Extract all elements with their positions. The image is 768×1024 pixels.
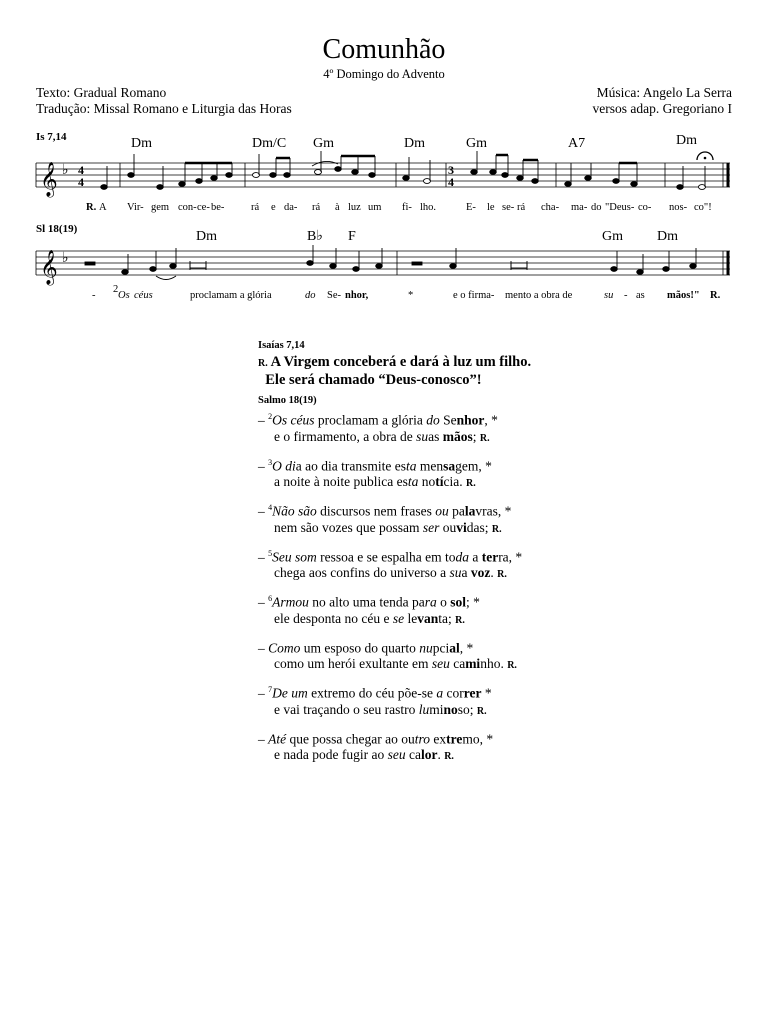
system2-notes (85, 245, 696, 280)
chord: Gm (602, 229, 623, 244)
italic-text: O di (272, 458, 296, 473)
text: ; * (466, 594, 480, 610)
bold-text: rer (463, 685, 482, 701)
system2-staff (36, 251, 730, 275)
bold-text: mi (465, 656, 481, 671)
note (150, 267, 157, 272)
lyric: do (305, 290, 316, 301)
lyric: - (624, 290, 628, 301)
note (502, 173, 509, 178)
text: a (468, 549, 482, 564)
lyric: "Deus- (605, 202, 635, 213)
stanza-line2 (258, 747, 618, 765)
chord: Dm (404, 136, 425, 151)
lyric: do (591, 202, 602, 213)
verse-number: 6 (268, 594, 273, 603)
time-sig-bottom: 4 (448, 175, 454, 189)
refrain-line2: Ele será chamado “Deus-conosco”! (265, 372, 482, 388)
stanza-line1: – $^5$Seu som ressoa e se espalha em toda a terra, * (258, 548, 523, 564)
half-rest (412, 262, 422, 265)
system2-lyrics (92, 284, 721, 301)
italic-text: Como (268, 640, 301, 655)
lyric: mãos!" (667, 290, 700, 301)
lyric: co"! (694, 202, 712, 213)
italic-text: tro (414, 731, 430, 746)
note (211, 176, 218, 181)
verses-credit: versos adap. Gregoriano I (592, 101, 732, 116)
bold-text: nhor (456, 412, 485, 428)
lyric: fi- (402, 202, 412, 213)
verse-number: 7 (268, 685, 273, 694)
text: ca (405, 747, 421, 762)
stanza-line2 (258, 429, 618, 447)
bold-text: mãos (442, 428, 473, 444)
text: a (461, 565, 471, 580)
lyric: ma- (571, 202, 588, 213)
text: . (437, 747, 441, 762)
music-credit: Música: Angelo La Serra (596, 85, 732, 100)
text: e vai traçando o seu rastro (274, 701, 419, 717)
system1-lyrics (86, 202, 712, 213)
stanza-line2 (258, 611, 618, 629)
italic-text: Não são (272, 503, 317, 519)
note (170, 264, 177, 269)
italic-text: seu (387, 747, 406, 762)
page-subtitle: 4º Domingo do Advento (323, 67, 445, 81)
italic-text: nu (419, 640, 433, 655)
lyric: A (99, 202, 107, 213)
lyric: R. (710, 290, 721, 301)
response-marker: R. (497, 569, 507, 580)
bold-text: sa (443, 458, 456, 473)
chord: Dm/C (252, 136, 287, 151)
lyric: da- (284, 202, 298, 213)
lyric: ce- (197, 202, 210, 213)
text: cia. (443, 474, 463, 489)
text: como um herói exultante em (274, 656, 432, 671)
note (585, 176, 592, 181)
lyric: Vir- (127, 202, 144, 213)
response-marker: R. (476, 705, 487, 717)
verse-number: 3 (268, 457, 273, 467)
note (330, 264, 337, 269)
text: . (490, 565, 494, 580)
note (699, 185, 706, 190)
bold-text: tre (446, 731, 463, 746)
note (196, 179, 203, 184)
stanza-line1: – Até que possa chegar ao outro extremo, * (258, 731, 494, 746)
text: no alto uma tenda pa (308, 594, 425, 610)
italic-text: Armou (272, 594, 309, 610)
chord: B♭ (307, 229, 323, 244)
text: a ao dia transmite es (295, 458, 406, 473)
note (270, 173, 277, 178)
lyric: Os (118, 290, 130, 301)
chord: F (348, 229, 356, 244)
text: que possa chegar ao ou (286, 731, 415, 746)
note (565, 182, 572, 187)
flat-key-icon: ♭ (62, 251, 69, 266)
note (517, 176, 524, 181)
stanza (258, 728, 618, 766)
lyric: mento a obra de (505, 290, 573, 301)
lyric: e (271, 202, 276, 213)
response-marker: R. (465, 478, 476, 489)
verse-number: 5 (268, 548, 273, 558)
lyric: as (636, 290, 645, 301)
italic-text: Os céus (272, 412, 315, 428)
note (450, 264, 457, 269)
italic-text: a (436, 685, 444, 701)
stanza-line2 (258, 520, 618, 538)
text: a noite à noite publica es (274, 474, 408, 489)
system2-chords (196, 229, 678, 244)
note (376, 264, 383, 269)
stanza-line2 (258, 474, 618, 492)
bold-text: vi (456, 519, 467, 535)
stanza-line1: – $^4$Não são discursos nem frases ou palavras, * (258, 503, 512, 519)
note (690, 264, 697, 269)
stanza (258, 500, 618, 538)
response-marker: R. (491, 523, 502, 535)
reference-isaias: Isaías 7,14 (258, 340, 305, 351)
note (128, 173, 135, 178)
note (637, 270, 644, 275)
text: * (481, 685, 492, 701)
text: chega aos confins do universo a (274, 565, 450, 580)
verse-number: 2 (113, 284, 119, 295)
music-score (0, 0, 768, 320)
lyric: luz (348, 202, 361, 213)
note (179, 182, 186, 187)
text: pa (448, 503, 465, 519)
italic-text: do (426, 412, 440, 428)
response-marker: R. (507, 660, 517, 671)
lyric: * (408, 290, 414, 301)
note (611, 267, 618, 272)
stanza-line2 (258, 565, 618, 583)
text: cor (443, 685, 464, 701)
italic-text: ta (407, 474, 419, 489)
lyric: R. (86, 202, 97, 213)
text: ele desponta no céu e (274, 610, 393, 626)
text: no (418, 474, 436, 489)
note (253, 173, 260, 178)
stanza-line2 (258, 702, 618, 720)
text: mi (429, 701, 444, 717)
time-sig-top: 3 (448, 163, 454, 177)
text: nem são vozes que possam (274, 519, 423, 535)
chord: Dm (131, 136, 152, 151)
lyric: céus (134, 290, 153, 301)
breve-note (190, 263, 206, 268)
lyric: con- (178, 202, 197, 213)
note (631, 182, 638, 187)
note (613, 179, 620, 184)
note (101, 185, 108, 190)
italic-text: ra (424, 594, 437, 610)
bold-text: lor (420, 747, 438, 762)
note (315, 170, 322, 175)
text: so; (457, 701, 474, 717)
system1-notes (101, 151, 706, 189)
response-marker: R. (455, 614, 465, 626)
text: proclamam a glória (314, 412, 427, 428)
lyric: cha- (541, 202, 560, 213)
lyric: nhor, (345, 290, 369, 301)
lyric: rá (251, 202, 260, 213)
chord: Dm (657, 229, 678, 244)
system1-marker: Is 7,14 (36, 131, 67, 143)
lyric: su (604, 290, 614, 301)
flat-key-icon: ♭ (62, 163, 69, 178)
note (403, 176, 410, 181)
lyric: lho. (420, 202, 437, 213)
text: , * (459, 640, 474, 655)
response-marker: R. (444, 751, 454, 762)
note (677, 185, 684, 190)
system2-marker: Sl 18(19) (36, 223, 78, 235)
stanza (258, 546, 618, 584)
italic-text: da (455, 549, 469, 564)
text: le (404, 610, 418, 626)
stanza (258, 455, 618, 493)
lyric: rá (517, 202, 526, 213)
italic-text: se (392, 610, 405, 626)
note (353, 267, 360, 272)
lyric: nos- (669, 202, 688, 213)
text: ressoa e se espalha em to (316, 549, 456, 564)
lyric: co- (638, 202, 652, 213)
italic-text: su (416, 428, 429, 444)
stanza (258, 591, 618, 629)
stanza-line1: – $^7$De um extremo do céu põe-se a correr * (258, 685, 492, 701)
lyric: le (487, 202, 495, 213)
lyric: - (92, 290, 96, 301)
note (532, 179, 539, 184)
lyric: um (368, 202, 382, 213)
text: ex (429, 731, 447, 746)
text: ; (472, 428, 477, 444)
verse-number: 4 (268, 503, 273, 512)
text: e o firmamento, a obra de (274, 428, 417, 444)
treble-clef-icon: 𝄞 (40, 163, 58, 196)
text: ca (449, 656, 466, 671)
bold-text: van (417, 610, 439, 626)
stanza-line2 (258, 656, 618, 674)
text: nho. (480, 656, 504, 671)
refrain-line1: A Virgem conceberá e dará à luz um filho. (270, 354, 532, 370)
time-sig-top: 4 (78, 163, 84, 177)
lyric: be- (211, 202, 225, 213)
stanza (258, 682, 618, 720)
chord: Dm (196, 229, 217, 244)
text: vras, * (475, 503, 512, 519)
bold-text: al (449, 640, 460, 655)
text: Se (439, 412, 457, 428)
stanza-line1: – $^2$Os céus proclamam a glória do Senhor, * (258, 412, 498, 428)
italic-text: lu (418, 701, 430, 717)
note (471, 170, 478, 175)
stanza-line1: – $^3$O dia ao dia transmite esta mensagem, * (258, 457, 492, 473)
italic-text: Até (268, 731, 287, 746)
text: ra, * (498, 549, 523, 564)
text: pci (432, 640, 450, 655)
translation-credit: Tradução: Missal Romano e Liturgia das Horas (36, 101, 292, 116)
bold-text: sol (450, 594, 466, 610)
bold-text: la (464, 503, 476, 519)
text: o (436, 594, 451, 610)
lyric: à (335, 202, 340, 213)
chord: Gm (466, 136, 487, 151)
refrain (258, 354, 618, 389)
note (424, 179, 431, 184)
text-credit: Texto: Gradual Romano (36, 85, 167, 100)
text: mo, * (462, 731, 494, 746)
note (352, 170, 359, 175)
italic-text: seu (431, 656, 450, 671)
note (122, 270, 129, 275)
italic-text: De um (272, 685, 308, 701)
chord: Gm (313, 136, 334, 151)
italic-text: Seu som (272, 549, 317, 564)
breve-note (511, 263, 527, 268)
verse-number: 2 (268, 412, 273, 421)
stanza-line1: – $^6$Armou no alto uma tenda para o sol; * (258, 594, 480, 610)
stanzas (258, 409, 618, 765)
italic-text: ser (422, 519, 440, 535)
half-rest (85, 262, 95, 265)
system1-chords (131, 133, 697, 151)
text: ou (439, 519, 457, 535)
note (226, 173, 233, 178)
page-title: Comunhão (322, 34, 446, 65)
bold-text: ter (481, 549, 499, 564)
stanza (258, 637, 618, 675)
system1-staff (36, 163, 730, 187)
text: discursos nem frases (316, 503, 436, 519)
fermata-dot (704, 157, 707, 160)
lyric: proclamam a glória (190, 290, 272, 301)
note (369, 173, 376, 178)
note (490, 170, 497, 175)
lyric: E- (466, 202, 476, 213)
bold-text: tí (435, 474, 444, 489)
note (284, 173, 291, 178)
text: gem, * (455, 458, 492, 473)
lyric: e o firma- (453, 290, 495, 301)
bold-text: voz (470, 565, 491, 580)
reference-salmo: Salmo 18(19) (258, 395, 317, 406)
note (335, 167, 342, 172)
chord: A7 (568, 136, 586, 151)
lyric: rá (312, 202, 321, 213)
response-marker: R. (479, 432, 490, 444)
lyric: Se- (327, 290, 341, 301)
chord: Dm (676, 133, 697, 148)
text: men (416, 458, 444, 473)
stanza-line1: – Como um esposo do quarto nupcial, * (258, 640, 474, 655)
lyric: gem (151, 202, 170, 213)
treble-clef-icon: 𝄞 (40, 251, 58, 284)
stanza (258, 409, 618, 447)
text: extremo do céu põe-se (307, 685, 437, 701)
refrain-marker: R. (258, 358, 268, 369)
text: um esposo do quarto (300, 640, 420, 655)
psalm-text (258, 338, 618, 773)
note (663, 267, 670, 272)
text: e nada pode fugir ao (274, 747, 388, 762)
italic-text: su (449, 565, 462, 580)
text: as (428, 428, 443, 444)
text: ta; (438, 610, 452, 626)
text: das; (466, 519, 489, 535)
bold-text: no (443, 701, 458, 717)
lyric: se- (502, 202, 515, 213)
note (157, 185, 164, 190)
note (307, 261, 314, 266)
text: , * (484, 412, 498, 428)
time-sig-bottom: 4 (78, 175, 84, 189)
italic-text: ou (435, 503, 449, 519)
italic-text: ta (405, 458, 417, 473)
